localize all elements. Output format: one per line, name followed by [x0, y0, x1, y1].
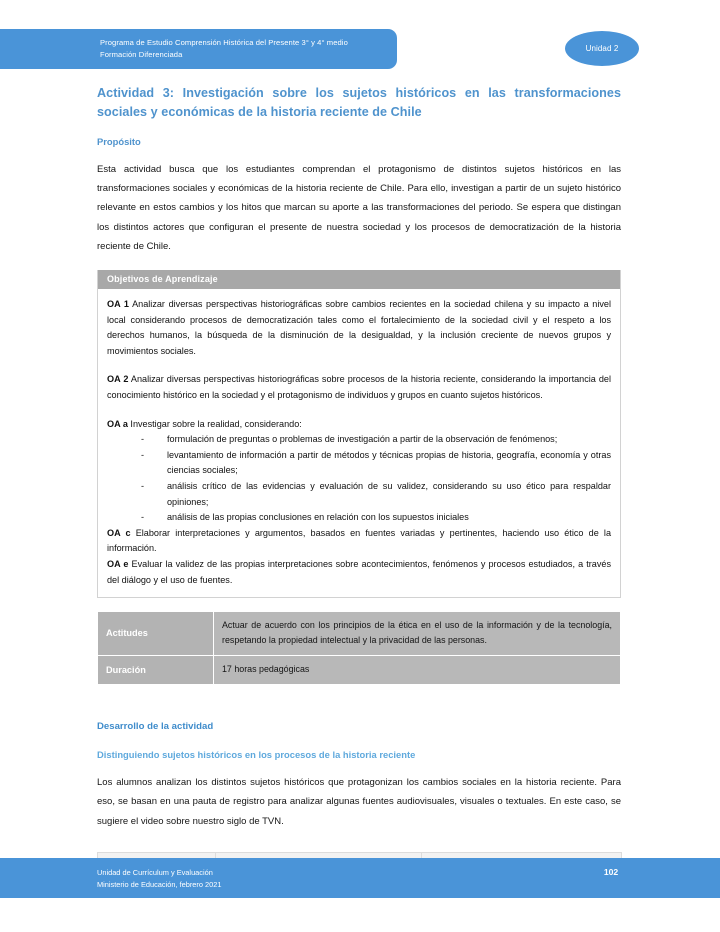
content-column	[97, 84, 621, 875]
list-item	[141, 432, 611, 448]
oaa-bullet-list	[107, 432, 611, 526]
development-heading: Desarrollo de la actividad	[97, 721, 214, 733]
purpose-heading: Propósito	[97, 136, 141, 147]
oae-text: Evaluar la validez de las propias interpretaciones sobre acontecimientos, fenómenos y procesos estudiados, a través del diálogo y el uso de fuentes.	[107, 558, 611, 585]
list-item	[141, 510, 611, 526]
table-row	[98, 612, 621, 656]
footer-text	[97, 867, 221, 890]
meta-value-duracion: 17 horas pedagógicas	[214, 656, 621, 685]
oae-code: OA e	[107, 558, 129, 569]
unit-badge-label: Unidad 2	[585, 44, 619, 53]
page-title: Actividad 3: Investigación sobre los sujetos históricos en las transformaciones sociales y económicas de la historia reciente de Chile	[97, 86, 621, 119]
meta-table	[97, 611, 621, 685]
oac-text: Elaborar interpretaciones y argumentos, basados en fuentes variadas y pertinentes, haciendo uso ético de la información.	[107, 527, 611, 554]
learning-objectives-bar: Objetivos de Aprendizaje	[98, 270, 620, 289]
meta-value-actitudes: Actuar de acuerdo con los principios de la ética en el uso de la información y de la tecnología, respetando la propiedad intelectual y la privacidad de las personas.	[214, 612, 621, 656]
list-item-text: análisis de las propias conclusiones en relación con los supuestos iniciales	[167, 512, 469, 523]
header-program-line1: Programa de Estudio Comprensión Histórica del Presente 3° y 4° medio	[100, 38, 348, 47]
oaa-paragraph	[107, 417, 611, 433]
dash-bullet-icon: -	[141, 434, 145, 445]
oa1-paragraph	[107, 297, 611, 359]
purpose-paragraph: Esta actividad busca que los estudiantes comprendan el protagonismo de distintos sujetos históricos en las transformaciones sociales y económicas de la historia reciente de Chile. Para ello, investigan a partir de un sujeto histórico relevante en estos cambios y los hitos que marcan su aporte a las transformaciones del periodo. Se espera que distingan los distintos actores que configuran el presente de nuestra sociedad y los procesos de democratización de la historia reciente de Chile.	[97, 164, 621, 252]
header-program-line2: Formación Diferenciada	[100, 49, 183, 59]
oa2-paragraph	[107, 372, 611, 403]
list-item	[141, 479, 611, 510]
oaa-text: Investigar sobre la realidad, considerando:	[127, 418, 302, 429]
dash-bullet-icon: -	[141, 512, 145, 523]
learning-objectives-body	[98, 289, 620, 597]
table-row	[98, 656, 621, 685]
footer-line2: Ministerio de Educación, febrero 2021	[97, 879, 222, 889]
header-program-text	[100, 37, 390, 60]
oae-paragraph	[107, 557, 611, 588]
page-number: 102	[603, 867, 619, 877]
list-item	[141, 448, 611, 479]
dash-bullet-icon: -	[141, 449, 145, 460]
list-item-text: levantamiento de información a partir de métodos y técnicas propias de historia, geografía, economía y otras ciencias sociales;	[167, 449, 611, 476]
meta-label-actitudes: Actitudes	[98, 612, 214, 656]
development-subheading: Distinguiendo sujetos históricos en los procesos de la historia reciente	[97, 749, 416, 761]
oa1-code: OA 1	[107, 299, 129, 310]
meta-label-duracion: Duración	[98, 656, 214, 685]
dash-bullet-icon: -	[141, 480, 145, 491]
oaa-code: OA a	[107, 418, 128, 429]
list-item-text: formulación de preguntas o problemas de investigación a partir de la observación de fenómenos;	[167, 434, 558, 445]
list-item-text: análisis crítico de las evidencias y evaluación de su validez, considerando su uso ético para respaldar opiniones;	[167, 480, 611, 507]
oac-paragraph	[107, 526, 611, 557]
oa2-code: OA 2	[107, 374, 129, 385]
footer-line1: Unidad de Currículum y Evaluación	[97, 868, 213, 877]
learning-objectives-block	[97, 270, 621, 598]
oa2-text: Analizar diversas perspectivas historiográficas sobre procesos de la historia reciente, considerando la importancia del conocimiento histórico en la sociedad y el protagonismo de individuos y grupos en cuanto sujetos históricos.	[107, 374, 611, 400]
unit-badge	[565, 31, 639, 66]
oa1-text: Analizar diversas perspectivas historiográficas sobre cambios recientes en la sociedad chilena y su impacto a nivel local considerando procesos de democratización tales como el fortalecimiento de la sociedad civil y el respeto a los derechos humanos, la búsqueda de la disminución de la desigualdad, y la inclusión creciente de nuevos grupos y movimientos sociales.	[107, 299, 611, 356]
development-paragraph: Los alumnos analizan los distintos sujetos históricos que protagonizan los cambios sociales en la historia reciente. Para eso, se basan en una pauta de registro para analizar algunas fuentes audiovisuales, visuales o textuales. En este caso, se sugiere el video sobre nuestro siglo de TVN.	[97, 777, 621, 827]
oac-code: OA c	[107, 527, 131, 538]
